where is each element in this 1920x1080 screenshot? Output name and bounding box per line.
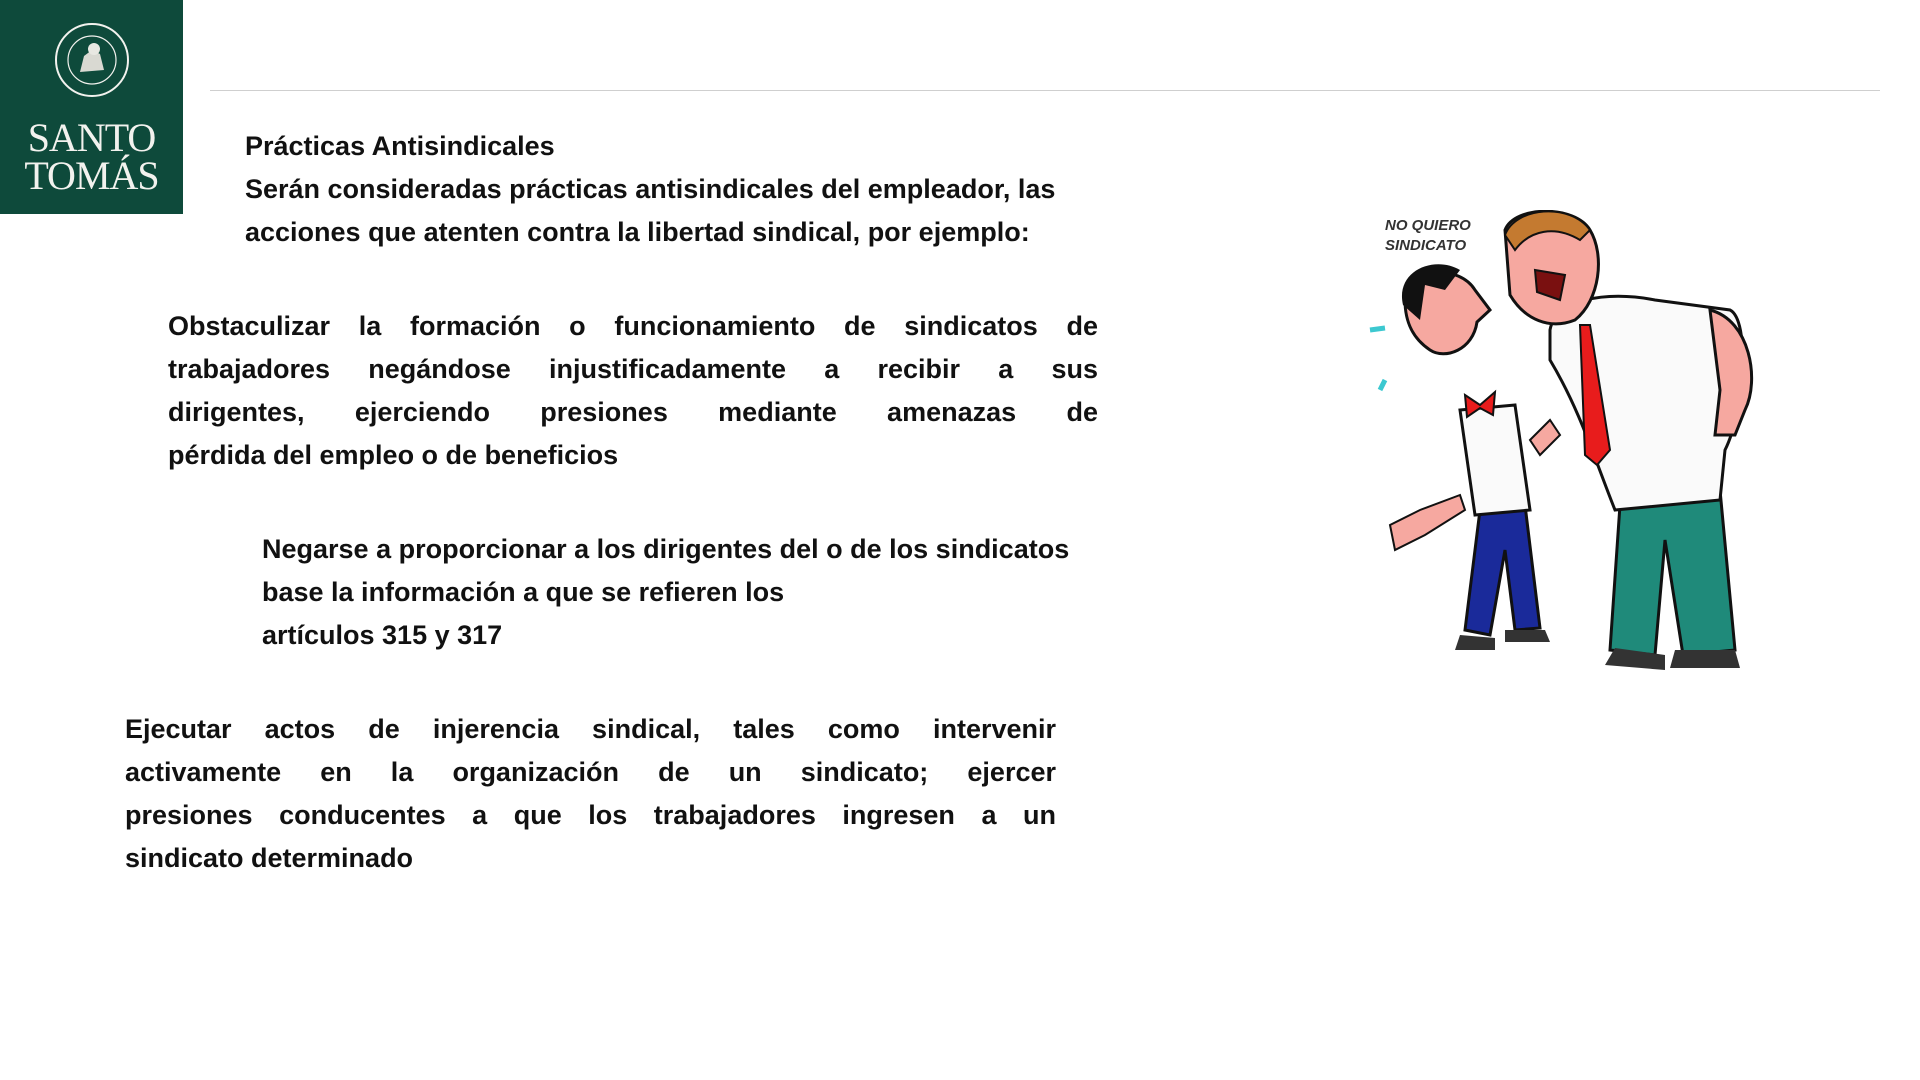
- speech-text-line1: NO QUIERO: [1385, 217, 1471, 234]
- example-information: [262, 528, 1069, 657]
- header-divider: [210, 90, 1880, 91]
- example-line: artículos 315 y 317: [262, 620, 503, 650]
- example-line: activamente en la organización de un sindicato; ejercer: [125, 757, 1056, 787]
- example-line: presiones conducentes a que los trabajadores ingresen a un: [125, 800, 1056, 830]
- boss-yelling-cartoon: [1365, 210, 1765, 670]
- example-line: pérdida del empleo o de beneficios: [168, 440, 619, 470]
- university-seal-icon: [54, 22, 130, 98]
- example-line: Ejecutar actos de injerencia sindical, tales como intervenir: [125, 714, 1056, 744]
- example-obstruct: [168, 305, 1098, 477]
- small-man-figure: [1370, 264, 1560, 650]
- example-line: sindicato determinado: [125, 843, 414, 873]
- brand-name-line1: SANTO: [27, 115, 156, 160]
- slide-title-block: [245, 125, 1055, 254]
- example-line: Obstaculizar la formación o funcionamiento de sindicatos de: [168, 311, 1098, 341]
- example-line: Negarse a proporcionar a los dirigentes del o de los sindicatos: [262, 534, 1070, 564]
- santo-tomas-logo: [0, 0, 183, 214]
- example-line: dirigentes, ejerciendo presiones mediante amenazas de: [168, 397, 1098, 427]
- speech-text-line2: SINDICATO: [1385, 237, 1467, 254]
- brand-name-line2: TOMÁS: [24, 153, 159, 198]
- intro-line: acciones que atenten contra la libertad sindical, por ejemplo:: [245, 217, 1030, 247]
- slide-title: Prácticas Antisindicales: [245, 131, 555, 161]
- example-line: base la información a que se refieren los: [262, 577, 785, 607]
- example-line: trabajadores negándose injustificadamente a recibir a sus: [168, 354, 1098, 384]
- intro-line: Serán consideradas prácticas antisindicales del empleador, las: [245, 174, 1056, 204]
- example-interference: [125, 708, 1056, 880]
